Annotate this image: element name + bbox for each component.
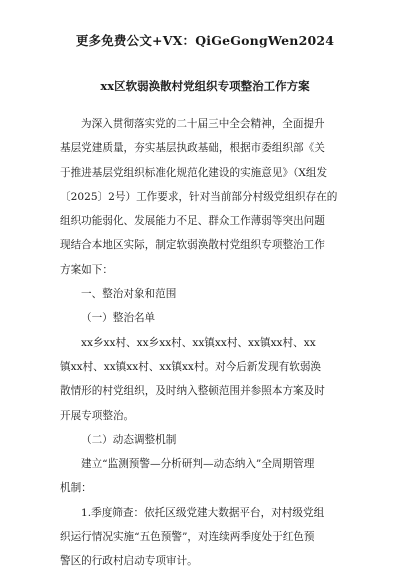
section-heading: 一、整治对象和范围 — [81, 288, 177, 301]
document-body — [60, 112, 360, 574]
body-line: 机制： — [60, 482, 92, 495]
body-line: 于推进基层党组织标准化规范化建设的实施意见》（X组发 — [60, 166, 328, 179]
body-line: 镇xx村、xx镇xx村、xx镇xx村。对今后新发现有软弱涣 — [60, 360, 322, 373]
document-title: xx区软弱涣散村党组织专项整治工作方案 — [100, 79, 310, 93]
body-line: 散情形的村党组织，及时纳入整顿范围并参照本方案及时 — [60, 385, 325, 398]
body-line: 现结合本地区实际，制定软弱涣散村党组织专项整治工作 — [60, 239, 325, 252]
body-line: 警区的行政村启动专项审计。 — [60, 555, 198, 568]
body-line: 建立“监测预警—分析研判—动态纳入”全周期管理 — [81, 458, 315, 471]
body-line: 组织功能弱化、发展能力不足、群众工作薄弱等突出问题 — [60, 215, 325, 228]
body-line: 〔2025〕2号）工作要求，针对当前部分村级党组织存在的 — [60, 190, 338, 203]
body-line: 开展专项整治。 — [60, 409, 135, 422]
body-line: 为深入贯彻落实党的二十届三中全会精神，全面提升 — [81, 118, 325, 130]
promo-banner: 更多免费公文+VX：QiGeGongWen2024 — [75, 33, 335, 48]
subsection-heading: （二）动态调整机制 — [81, 433, 177, 446]
subsection-heading: （一）整治名单 — [81, 312, 156, 325]
body-line: xx乡xx村、xx乡xx村、xx镇xx村、xx镇xx村、xx — [81, 336, 316, 349]
body-line: 方案如下： — [60, 263, 113, 276]
body-line: 基层党建质量，夯实基层执政基础，根据市委组织部《关 — [60, 142, 325, 155]
body-line: 1.季度筛查：依托区级党建大数据平台，对村级党组 — [81, 506, 325, 519]
body-line: 织运行情况实施“五色预警”，对连续两季度处于红色预 — [60, 531, 315, 544]
